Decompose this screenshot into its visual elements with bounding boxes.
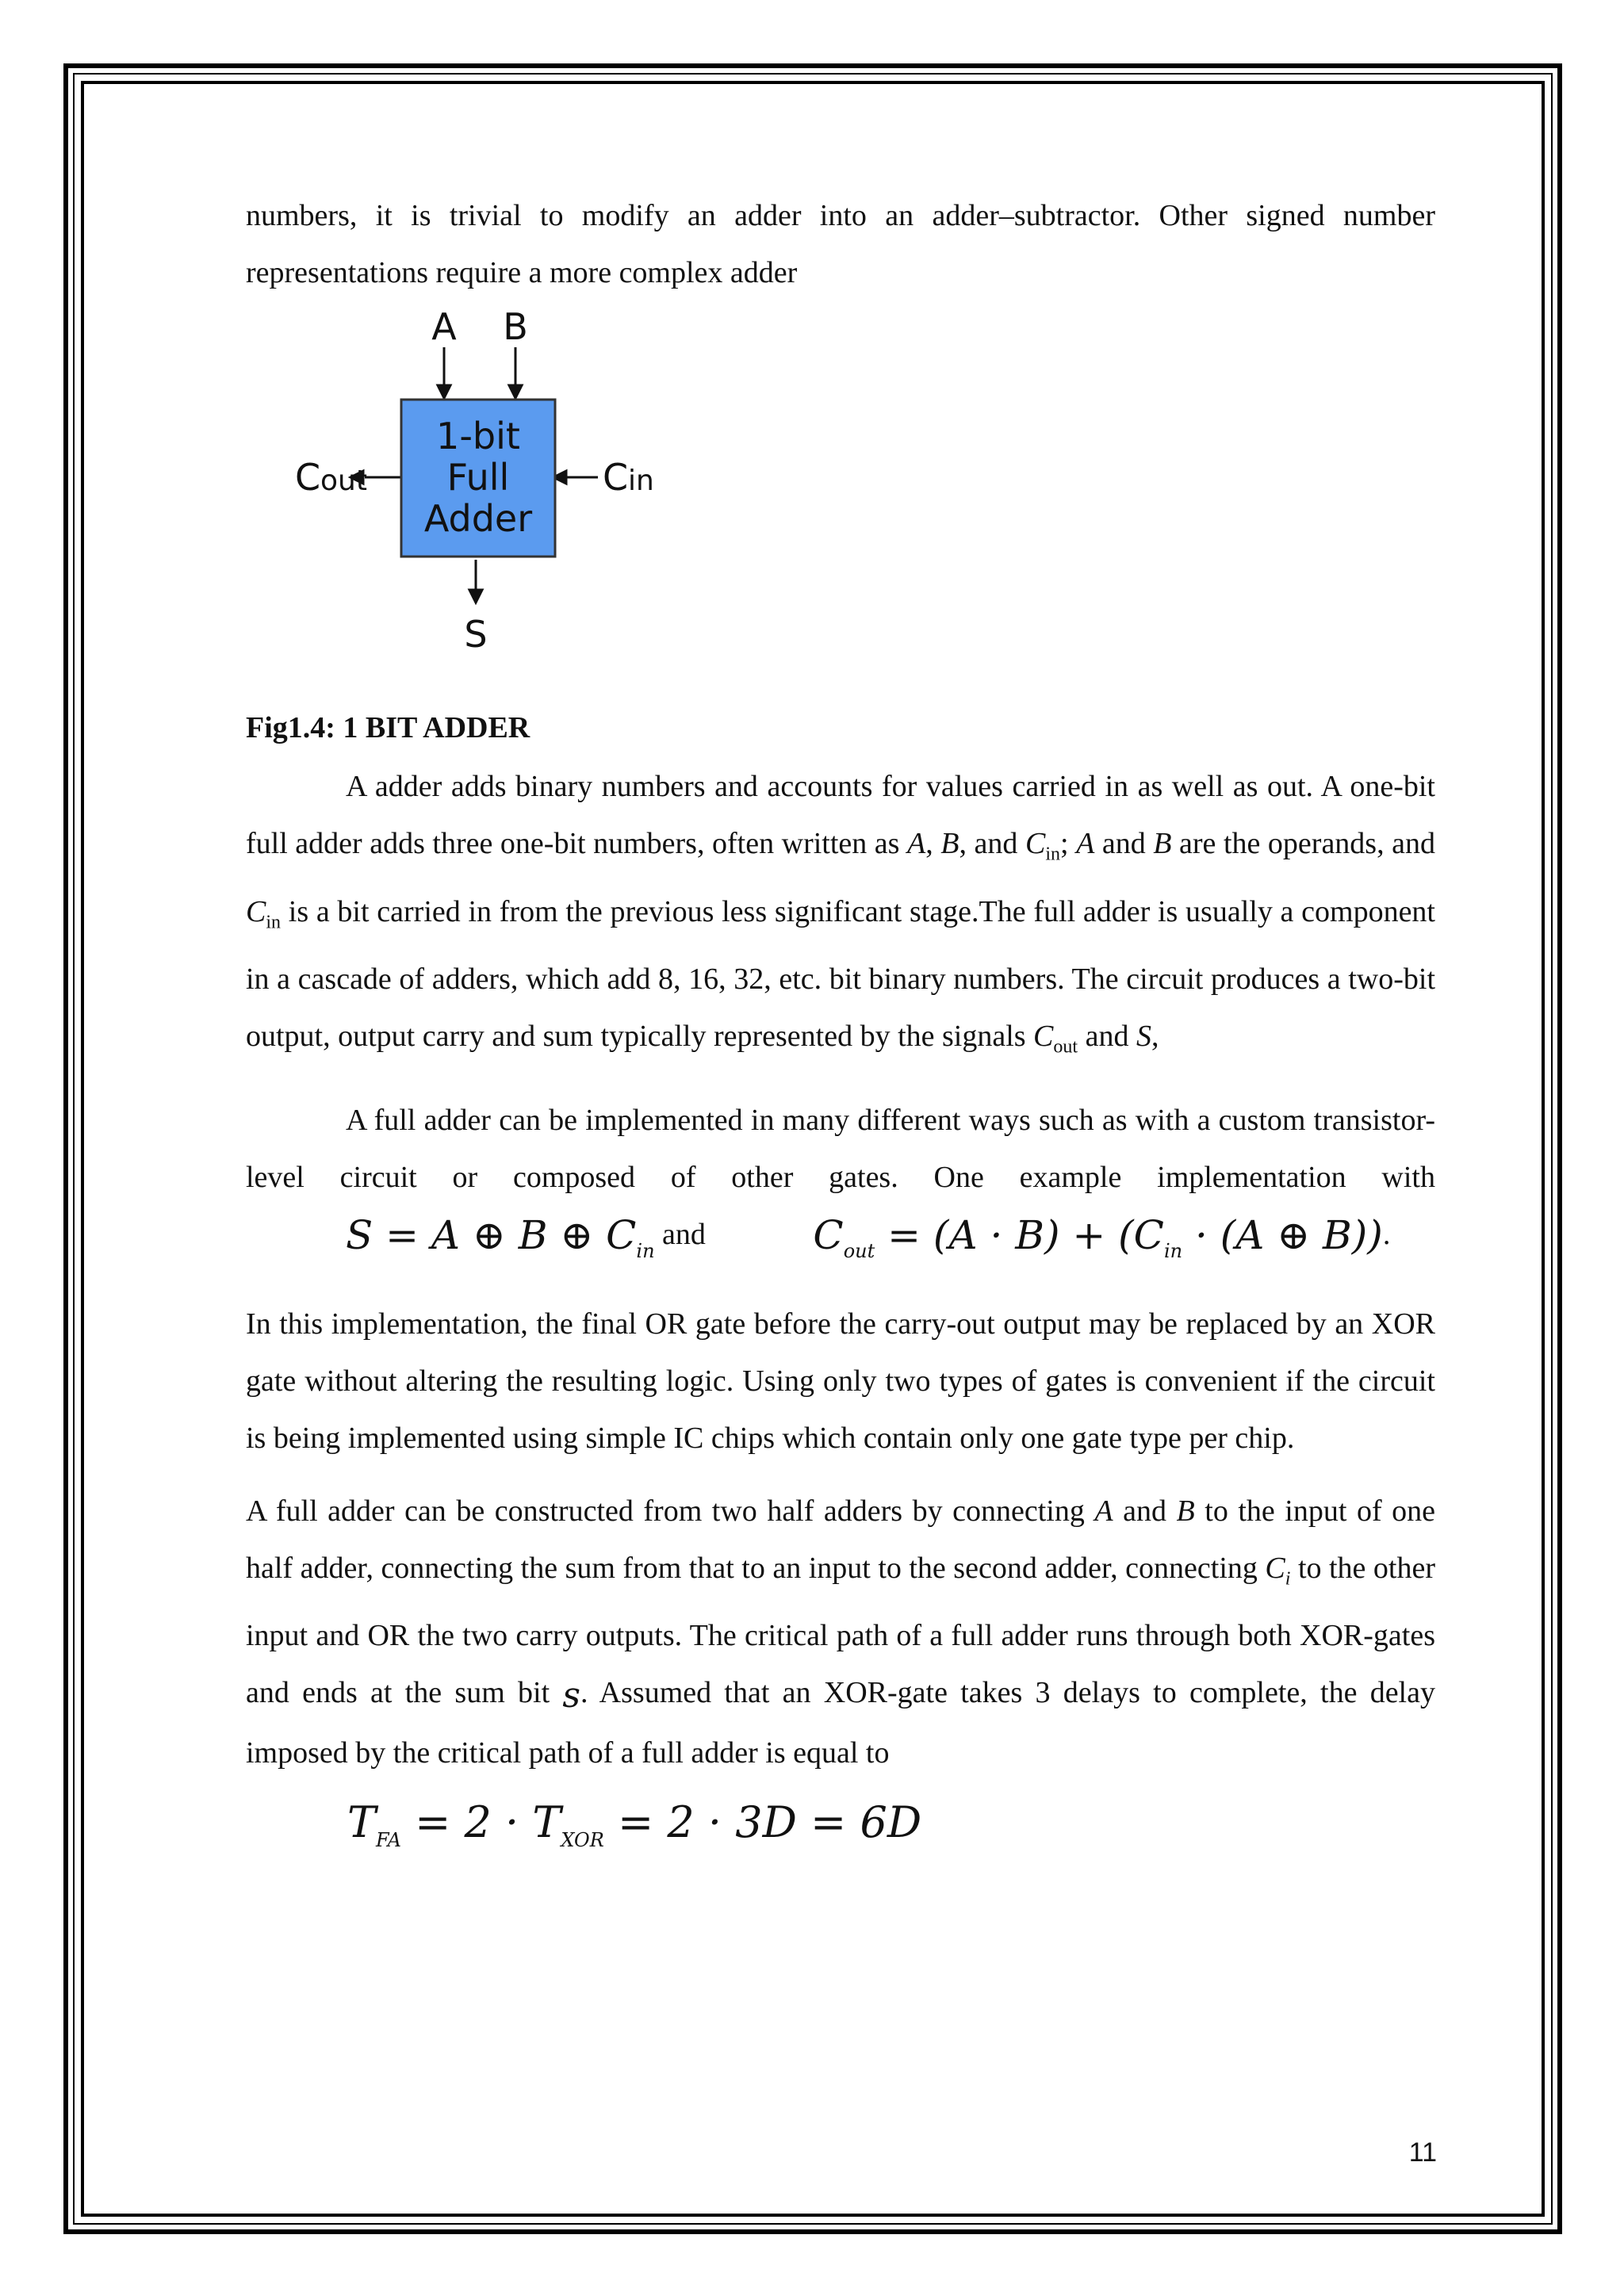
cout-label: C	[295, 456, 321, 499]
figure-caption: Fig1.4: 1 BIT ADDER	[246, 711, 530, 744]
arrow-a-head	[438, 385, 450, 398]
box-line-3: Adder	[423, 497, 533, 540]
carry-equation: $C_{out} = (A \cdot B) + (C_{in} \cdot (A$ ⊕ B))	[813, 1211, 1383, 1262]
arrow-b-head	[509, 385, 522, 398]
page-number: 11	[1408, 2137, 1437, 2168]
paragraph-half-adders: A full adder can be constructed from two half adders by connecting A and B to the input of one half adder, connecting the sum from that to an input to the second adder, connecting $C_i$ to the other input and OR the two carry outputs. The critical path of a full adder runs through both XOR-gates and ends at the sum bit s. Assumed that an XOR-gate takes 3 delays to complete, the delay imposed by the critical path of a full adder is equal to	[246, 1494, 1435, 1770]
box-line-2: Full	[446, 456, 510, 499]
cout-subscript: out	[320, 465, 367, 497]
paragraph-implementation: A full adder can be implemented in many different ways such as with a custom transistor-level circuit or composed of other gates. One example implementation with S = A ⊕ B ⊕ $C_{in}$ and $C_{out} = (A \cdot B) + (C_{in} \cdot (A$ ⊕ B)).	[246, 1092, 1435, 1280]
arrow-s-head	[469, 590, 482, 603]
paragraph-full-adder-description: A adder adds binary numbers and accounts for values carried in as well as out. A one-bit full adder adds three one-bit numbers, often written as A, B, and $C_{in}$; A and B are the operands, and $C_{in}$ is a bit carried in from the previous less significant stage.The full adder is usually a component in a cascade of adders, which add 8, 16, 32, etc. bit binary numbers. The circuit produces a two-bit output, output carry and sum typically represented by the signals $C_{out}$ and S,	[246, 770, 1436, 1058]
cin-subscript: in	[628, 465, 654, 497]
box-line-1: 1-bit	[436, 415, 520, 457]
full-adder-diagram	[274, 309, 718, 682]
page-content	[246, 187, 1435, 1851]
delay-equation: $T_{FA} = 2 \cdot T_{XOR} = 2 \cdot 3D = 6D$	[347, 1797, 922, 1852]
sum-label: S	[464, 613, 488, 656]
input-a-label: A	[431, 309, 457, 348]
cin-label: C	[603, 456, 629, 499]
intro-paragraph: numbers, it is trivial to modify an adder into an adder–subtractor. Other signed number representations require a more complex adder	[246, 199, 1435, 289]
sum-equation: S = A ⊕ B ⊕ $C_{in}$	[346, 1211, 655, 1262]
input-b-label: B	[503, 309, 528, 348]
paragraph-xor-replacement: In this implementation, the final OR gate before the carry-out output may be replaced by an XOR gate without altering the resulting logic. Using only two types of gates is convenient if the circuit is being implemented using simple IC chips which contain only one gate type per chip.	[246, 1307, 1435, 1455]
